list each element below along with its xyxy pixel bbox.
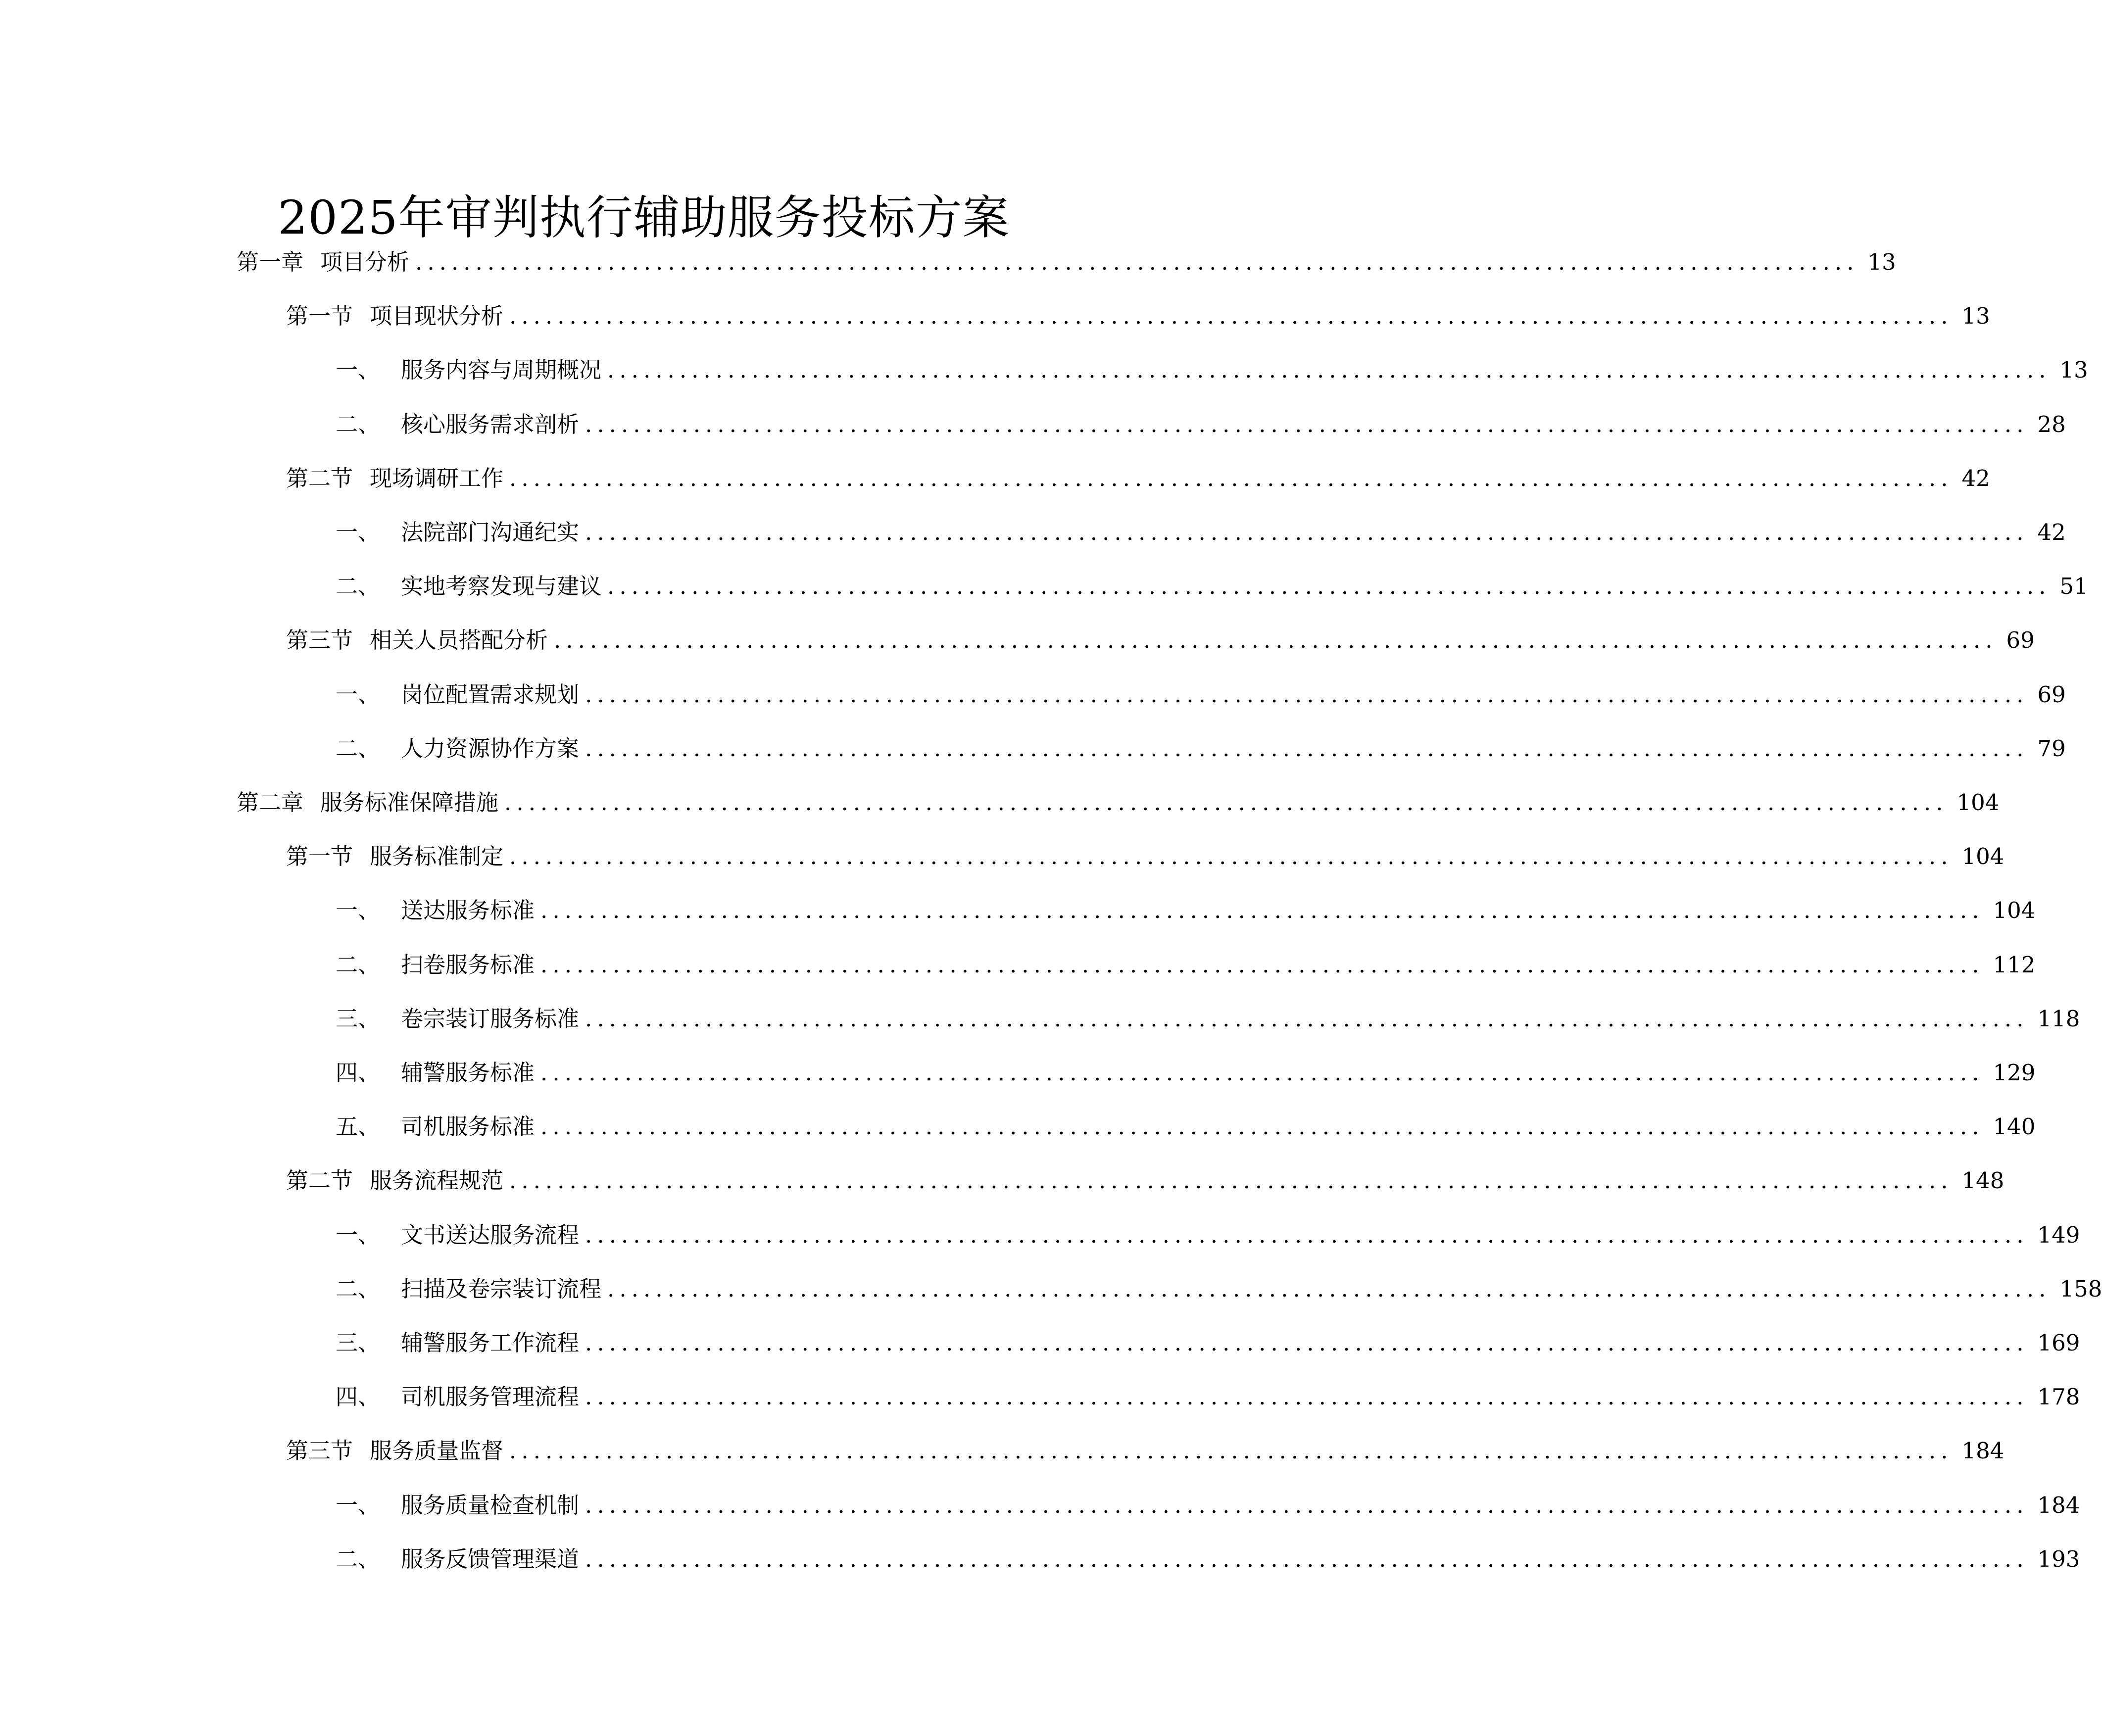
toc-leader-dots: ........................................................................................................................ [504, 789, 1948, 816]
toc-entry-title: 文书送达服务流程 [401, 1221, 580, 1248]
toc-entry[interactable] [336, 1053, 2036, 1093]
toc-entry-title: 送达服务标准 [401, 897, 535, 924]
toc-entry-title: 岗位配置需求规划 [401, 681, 580, 708]
toc-page-number: 193 [2037, 1545, 2080, 1572]
toc-entry-number: 二、 [336, 1275, 381, 1302]
toc-entry[interactable] [237, 783, 2000, 822]
toc-entry-title: 扫卷服务标准 [401, 951, 535, 978]
toc-page-number: 158 [2059, 1275, 2102, 1302]
toc-entry-number: 四、 [336, 1384, 381, 1410]
toc-entry-label [336, 1053, 535, 1093]
toc-page-number: 69 [2037, 681, 2066, 708]
toc-entry-number: 第二章 [237, 789, 304, 816]
toc-entry-number: 一、 [336, 681, 381, 708]
toc-entry-title: 人力资源协作方案 [401, 735, 580, 762]
toc-entry[interactable] [336, 1107, 2036, 1147]
toc-entry[interactable] [336, 350, 2088, 390]
toc-entry-title: 服务反馈管理渠道 [401, 1545, 580, 1572]
toc-page-number: 178 [2037, 1384, 2080, 1410]
toc-entry[interactable] [286, 1431, 2004, 1471]
toc-entry-title: 服务内容与周期概况 [401, 357, 602, 384]
toc-leader-dots: ........................................................................................................................ [585, 735, 2029, 762]
toc-entry-label [286, 296, 503, 336]
toc-entry-title: 扫描及卷宗装订流程 [401, 1275, 602, 1302]
toc-entry-label [336, 945, 535, 985]
toc-leader-dots: ........................................................................................................................ [540, 1113, 1984, 1140]
toc-entry-number: 一、 [336, 357, 381, 384]
toc-entry[interactable] [336, 729, 2066, 769]
toc-entry-number: 一、 [336, 1492, 381, 1518]
toc-entry-title: 服务标准保障措施 [320, 789, 499, 816]
toc-entry-label [336, 1486, 579, 1525]
toc-entry-title: 实地考察发现与建议 [401, 573, 602, 600]
toc-entry-label [237, 242, 409, 282]
toc-entry-label [336, 999, 579, 1039]
toc-entry[interactable] [336, 675, 2066, 715]
toc-entry-label [286, 459, 503, 498]
toc-entry-label [286, 1161, 503, 1201]
toc-page-number: 169 [2037, 1330, 2080, 1356]
toc-entry-title: 法院部门沟通纪实 [401, 519, 580, 545]
toc-entry-number: 第一节 [286, 843, 353, 870]
toc-leader-dots: ........................................................................................................................ [509, 843, 1953, 870]
toc-entry-title: 核心服务需求剖析 [401, 411, 580, 437]
toc-leader-dots: ........................................................................................................................ [585, 1545, 2029, 1572]
toc-leader-dots: ........................................................................................................................ [585, 1384, 2029, 1410]
toc-entry-title: 项目现状分析 [370, 303, 504, 330]
toc-entry-number: 五、 [336, 1113, 381, 1140]
toc-leader-dots: ........................................................................................................................ [540, 1060, 1984, 1086]
toc-page-number: 184 [1961, 1438, 2004, 1464]
toc-entry[interactable] [336, 1540, 2080, 1579]
toc-entry-label [336, 513, 579, 552]
toc-leader-dots: ........................................................................................................................ [585, 411, 2029, 437]
toc-entry-title: 相关人员搭配分析 [370, 627, 548, 654]
toc-entry-number: 二、 [336, 735, 381, 762]
toc-entry[interactable] [286, 621, 2035, 660]
toc-entry-number: 一、 [336, 1221, 381, 1248]
toc-entry[interactable] [286, 296, 1990, 336]
toc-entry-label [286, 1431, 503, 1471]
toc-entry-label [336, 675, 579, 715]
toc-page-number: 28 [2037, 411, 2066, 437]
toc-entry[interactable] [336, 999, 2080, 1039]
toc-entry-number: 二、 [336, 411, 381, 437]
toc-leader-dots: ........................................................................................................................ [607, 357, 2051, 384]
toc-page-number: 51 [2059, 573, 2088, 600]
toc-leader-dots: ........................................................................................................................ [585, 681, 2029, 708]
toc-entry-number: 第三节 [286, 1438, 353, 1464]
toc-entry-number: 第三节 [286, 627, 353, 654]
toc-entry-title: 司机服务标准 [401, 1113, 535, 1140]
toc-page-number: 149 [2037, 1221, 2080, 1248]
toc-entry[interactable] [286, 459, 1990, 498]
toc-entry-title: 服务流程规范 [370, 1167, 504, 1194]
toc-entry-title: 司机服务管理流程 [401, 1384, 580, 1410]
toc-entry-number: 第二节 [286, 465, 353, 491]
toc-entry-number: 三、 [336, 1005, 381, 1032]
toc-entry-label [336, 567, 601, 606]
toc-entry-number: 一、 [336, 519, 381, 545]
toc-entry[interactable] [336, 1215, 2080, 1255]
toc-leader-dots: ........................................................................................................................ [554, 627, 1998, 654]
toc-page-number: 148 [1961, 1167, 2004, 1194]
toc-page-number: 13 [1961, 303, 1990, 330]
toc-entry-number: 第一节 [286, 303, 353, 330]
toc-entry-title: 服务质量检查机制 [401, 1492, 580, 1518]
toc-leader-dots: ........................................................................................................................ [585, 519, 2029, 545]
toc-entry-title: 辅警服务标准 [401, 1060, 535, 1086]
toc-leader-dots: ........................................................................................................................ [540, 897, 1984, 924]
toc-entry-label [237, 783, 498, 822]
toc-entry-number: 四、 [336, 1060, 381, 1086]
toc-page-number: 140 [1993, 1113, 2036, 1140]
toc-entry[interactable] [336, 513, 2066, 552]
toc-entry[interactable] [286, 837, 2004, 876]
toc-entry[interactable] [336, 405, 2066, 444]
toc-entry-number: 第一章 [237, 249, 304, 275]
toc-page-number: 42 [2037, 519, 2066, 545]
toc-entry[interactable] [336, 1486, 2080, 1525]
toc-page-number: 104 [1956, 789, 2000, 816]
toc-page-number: 118 [2037, 1005, 2080, 1032]
toc-entry-number: 一、 [336, 897, 381, 924]
toc-entry-label [336, 1107, 535, 1147]
toc-entry-number: 第二节 [286, 1167, 353, 1194]
toc-page-number: 129 [1993, 1060, 2036, 1086]
toc-page-number: 42 [1961, 465, 1990, 491]
toc-entry-label [336, 350, 601, 390]
toc-leader-dots: ........................................................................................................................ [585, 1005, 2029, 1032]
toc-page-number: 104 [1961, 843, 2004, 870]
toc-entry-label [336, 1215, 579, 1255]
toc-entry-title: 服务标准制定 [370, 843, 504, 870]
toc-entry[interactable] [336, 567, 2088, 606]
toc-leader-dots: ........................................................................................................................ [509, 1438, 1953, 1464]
toc-page-number: 13 [2059, 357, 2088, 384]
toc-page-number: 104 [1993, 897, 2036, 924]
toc-leader-dots: ........................................................................................................................ [585, 1492, 2029, 1518]
toc-leader-dots: ........................................................................................................................ [607, 1275, 2051, 1302]
toc-entry-number: 二、 [336, 951, 381, 978]
toc-entry[interactable] [286, 1161, 2004, 1201]
toc-entry-number: 二、 [336, 573, 381, 600]
toc-page-number: 184 [2037, 1492, 2080, 1518]
toc-entry-title: 项目分析 [320, 249, 410, 275]
toc-leader-dots: ........................................................................................................................ [509, 303, 1953, 330]
toc-page-number: 13 [1867, 249, 1896, 275]
toc-entry-title: 卷宗装订服务标准 [401, 1005, 580, 1032]
toc-leader-dots: ........................................................................................................................ [509, 1167, 1953, 1194]
toc-leader-dots: ........................................................................................................................ [509, 465, 1953, 491]
toc-entry-label [336, 1377, 579, 1417]
toc-entry-label [286, 621, 548, 660]
toc-entry-label [336, 1269, 601, 1309]
toc-entry-title: 现场调研工作 [370, 465, 504, 491]
toc-entry[interactable] [336, 891, 2036, 930]
toc-entry[interactable] [237, 242, 1896, 282]
toc-entry-number: 二、 [336, 1545, 381, 1572]
toc-leader-dots: ........................................................................................................................ [607, 573, 2051, 600]
toc-leader-dots: ........................................................................................................................ [585, 1330, 2029, 1356]
toc-leader-dots: ........................................................................................................................ [540, 951, 1984, 978]
toc-page-number: 69 [2006, 627, 2035, 654]
toc-entry[interactable] [336, 1323, 2080, 1363]
toc-entry-label [336, 729, 579, 769]
toc-entry-label [336, 891, 535, 930]
toc-entry[interactable] [336, 945, 2036, 985]
toc-leader-dots: ........................................................................................................................ [585, 1221, 2029, 1248]
toc-entry[interactable] [336, 1377, 2080, 1417]
toc-entry-number: 三、 [336, 1330, 381, 1356]
page-title: 2025年审判执行辅助服务投标方案 [278, 191, 1010, 245]
toc-entry-label [336, 1540, 579, 1579]
toc-page-number: 79 [2037, 735, 2066, 762]
toc-leader-dots: ........................................................................................................................ [415, 249, 1859, 275]
toc-entry-title: 辅警服务工作流程 [401, 1330, 580, 1356]
toc-page-number: 112 [1993, 951, 2036, 978]
toc-entry-title: 服务质量监督 [370, 1438, 504, 1464]
toc-entry[interactable] [336, 1269, 2102, 1309]
toc-entry-label [286, 837, 503, 876]
toc-entry-label [336, 1323, 579, 1363]
toc-entry-label [336, 405, 579, 444]
